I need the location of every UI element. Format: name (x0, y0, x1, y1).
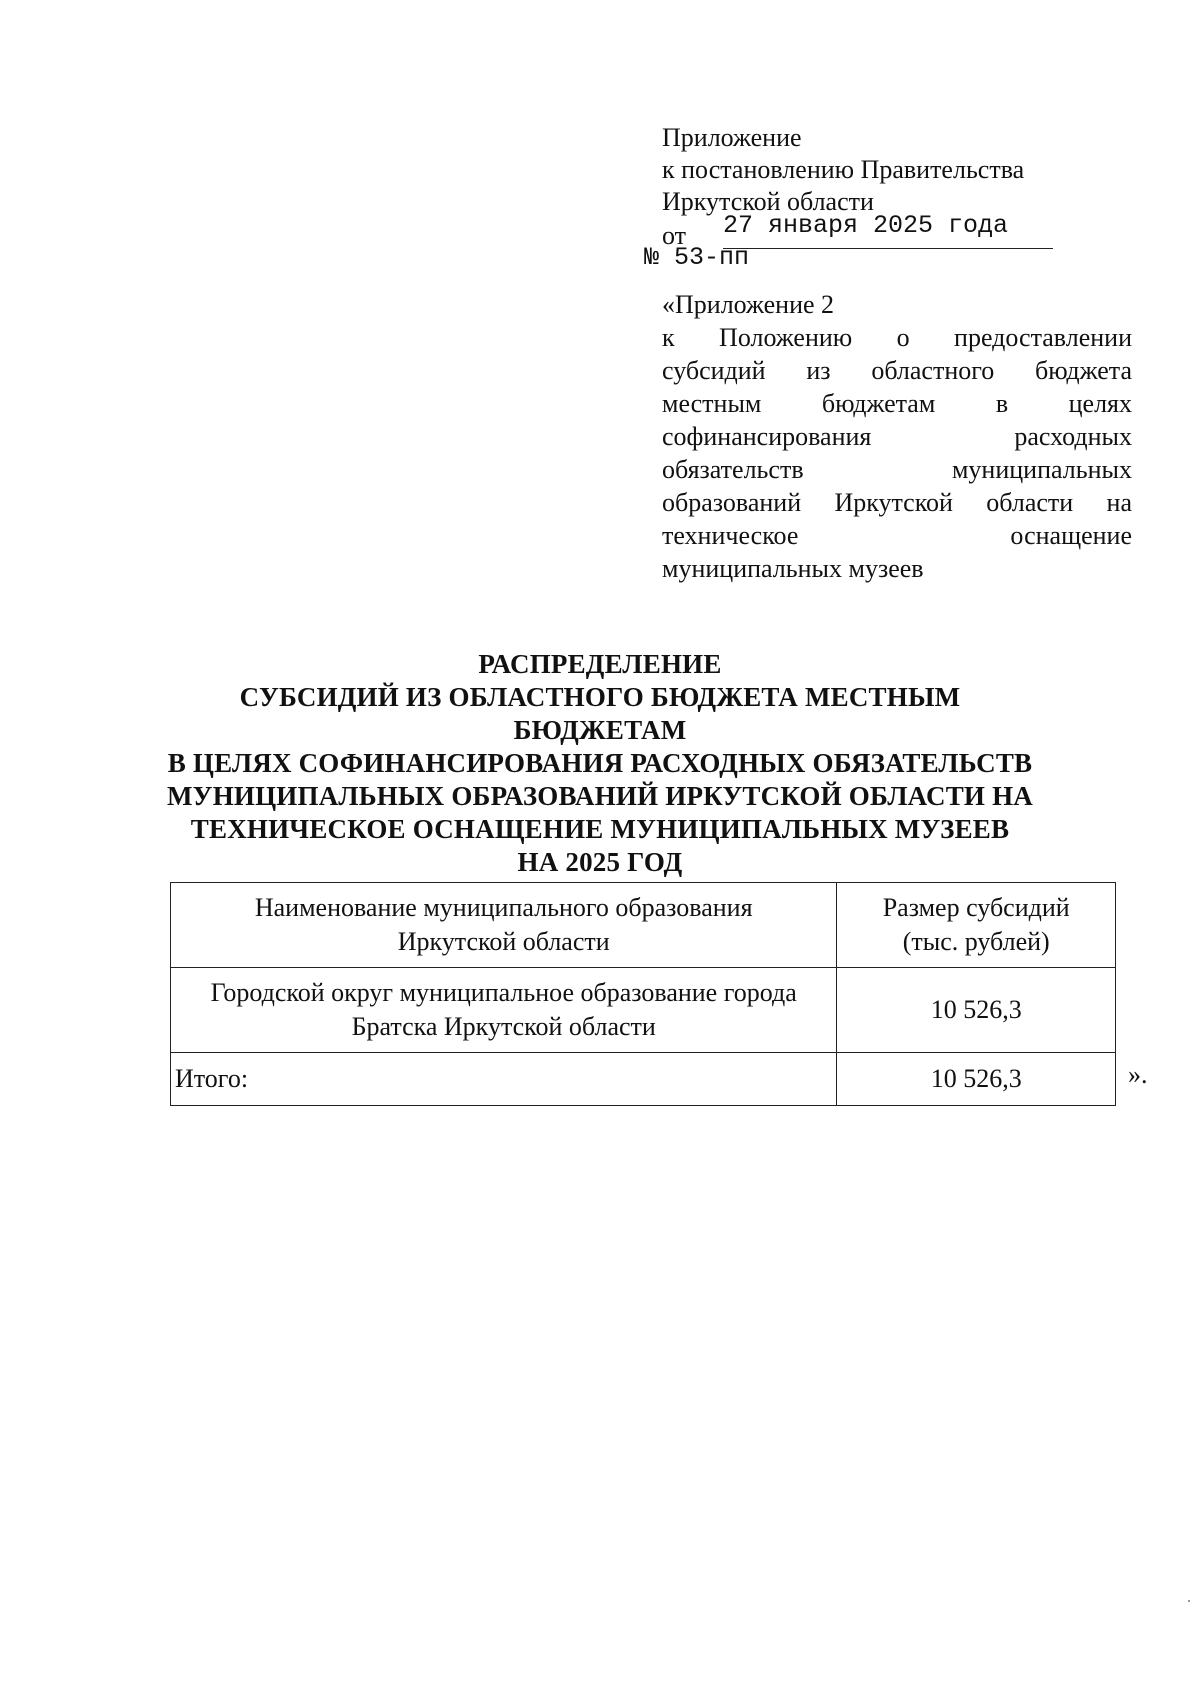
annex-title: «Приложение 2 (662, 290, 835, 319)
subsidy-amount-cell: 10 526,3 (837, 968, 1116, 1053)
total-label-cell: Итого: (171, 1053, 837, 1106)
heading-line: НА 2025 ГОД (517, 847, 683, 877)
attachment-line: Приложение (662, 123, 802, 152)
annex-line: обязательств муниципальных (662, 455, 1132, 484)
date-underline (723, 248, 1053, 249)
closing-quote: ». (1128, 1060, 1148, 1089)
heading-line: РАСПРЕДЕЛЕНИЕ (478, 649, 722, 679)
distribution-table (170, 882, 1116, 1106)
document-heading (150, 648, 1050, 879)
annex-line: образований Иркутской области на (662, 488, 1132, 517)
heading-line: ТЕХНИЧЕСКОЕ ОСНАЩЕНИЕ МУНИЦИПАЛЬНЫХ МУЗЕЕВ (190, 814, 1010, 844)
column-header-name (171, 883, 837, 968)
cell-text: Братска Иркутской области (351, 1012, 656, 1041)
annex-line: муниципальных музеев (662, 554, 924, 583)
total-amount-cell: 10 526,3 (837, 1053, 1116, 1106)
header-text: Наименование муниципального образования (254, 893, 753, 922)
table-row (171, 968, 1116, 1053)
header-text: Размер субсидий (882, 893, 1070, 922)
date-prefix: от (662, 221, 687, 250)
attachment-block (662, 122, 1132, 250)
annex-line: софинансирования расходных (662, 422, 1132, 451)
header-text: (тыс. рублей) (902, 927, 1050, 956)
attachment-line: Иркутской области (662, 187, 874, 216)
header-text: Иркутской области (397, 927, 610, 956)
scan-speck (1188, 1600, 1190, 1602)
heading-line: В ЦЕЛЯХ СОФИНАНСИРОВАНИЯ РАСХОДНЫХ ОБЯЗАТЕЛЬСТВ (167, 748, 1033, 778)
attachment-line: к постановлению Правительства (662, 155, 1025, 184)
annex-line: техническое оснащение (662, 521, 1132, 550)
table-header-row (171, 883, 1116, 968)
annex-line: местным бюджетам в целях (662, 389, 1132, 418)
table-total-row (171, 1053, 1116, 1106)
column-header-amount (837, 883, 1116, 968)
heading-line: СУБСИДИЙ ИЗ ОБЛАСТНОГО БЮДЖЕТА МЕСТНЫМ БЮДЖЕТАМ (239, 682, 961, 745)
annex-line: к Положению о предоставлении (662, 323, 1132, 352)
date-stamp: 27 января 2025 года (723, 211, 1009, 240)
annex-block (662, 288, 1132, 585)
municipality-name-cell (171, 968, 837, 1053)
cell-text: Городской округ муниципальное образование города (210, 978, 797, 1007)
heading-line: МУНИЦИПАЛЬНЫХ ОБРАЗОВАНИЙ ИРКУТСКОЙ ОБЛАСТИ НА (167, 781, 1033, 811)
annex-line: субсидий из областного бюджета (662, 356, 1132, 385)
document-number: № 53-пп (644, 243, 750, 272)
